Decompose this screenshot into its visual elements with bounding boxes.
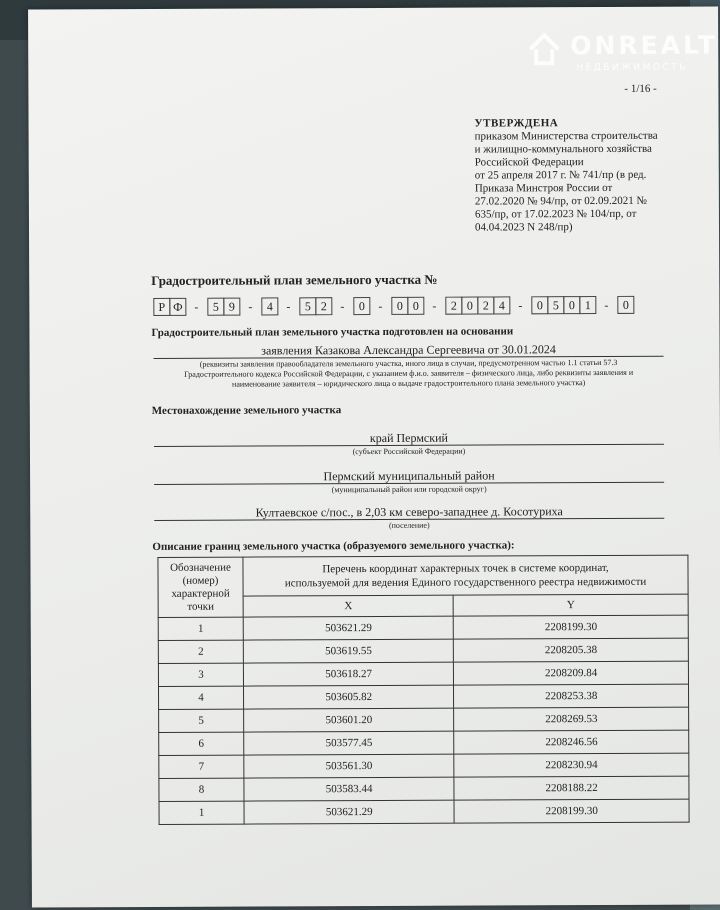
plan-number-digit: 4 [493, 296, 510, 314]
table-row [158, 684, 688, 709]
point-number: 5 [159, 709, 244, 732]
column-header-line: Перечень координат характерных точек в системе координат, [322, 561, 609, 576]
basis-heading: Градостроительный план земельного участка подготовлен на основании [151, 325, 514, 339]
coordinate-x: 503618.27 [243, 662, 453, 686]
coordinate-x: 503619.55 [243, 639, 453, 663]
basis-value: заявления Казакова Александра Сергеевича от 30.01.2024 [154, 342, 664, 359]
coordinate-x: 503577.45 [244, 731, 454, 755]
location-heading: Местонахождение земельного участка [151, 404, 342, 417]
table-row [158, 615, 688, 640]
coordinate-y: 2208199.30 [454, 615, 689, 639]
point-number: 7 [159, 755, 244, 778]
point-number: 1 [158, 617, 243, 640]
plan-number-digit: 2 [315, 297, 332, 315]
approval-line: и жилищно-коммунального хозяйства [474, 142, 652, 156]
coordinate-x: 503601.20 [244, 708, 454, 732]
plan-number-digit: 2 [477, 296, 494, 314]
plan-number-separator: - [286, 298, 291, 313]
plan-number-digit: 5 [547, 296, 564, 314]
coordinate-y: 2208199.30 [454, 799, 689, 823]
watermark-subtitle: НЕДВИЖИМОСТЬ [576, 62, 688, 74]
approval-title: УТВЕРЖДЕНА [474, 117, 559, 130]
caption-line: (реквизиты заявления правообладателя земельного участка, иного лица в случаи, предусмотренном частью 1.1 статьи 57.3 [199, 357, 618, 369]
plan-number-digit: Ф [169, 298, 186, 316]
coordinate-y: 2208246.56 [454, 730, 689, 754]
coordinate-x: 503583.44 [244, 777, 454, 801]
column-header-x: X [243, 595, 453, 617]
point-number: 8 [159, 778, 244, 801]
column-header-y: Y [453, 594, 688, 616]
plan-number-digit: Р [153, 298, 170, 316]
plan-number-separator: - [248, 299, 253, 314]
plan-number-digit: 0 [407, 297, 424, 315]
approval-block [475, 117, 676, 235]
plan-number-digit: 0 [531, 296, 548, 314]
boundaries-heading: Описание границ земельного участка (образуемого земельного участка): [152, 539, 515, 553]
approval-line: Российской Федерации [474, 156, 584, 169]
table-row [159, 707, 689, 732]
plan-number-separator: - [432, 298, 437, 313]
table-row [158, 638, 688, 663]
plan-number-digit: 2 [445, 297, 462, 315]
plan-number-digit: 4 [261, 297, 278, 315]
table-row [158, 661, 688, 686]
document-page [28, 6, 720, 907]
point-number: 3 [158, 663, 243, 686]
location-district-caption: (муниципальный район или городской округ) [331, 484, 487, 495]
watermark-brand: ONREALT [570, 30, 718, 61]
column-header-designation: Обозначение (номер) характерной точки [158, 557, 243, 617]
coordinate-y: 2208269.53 [454, 707, 689, 731]
caption-line: наименование заявителя – юридического лица о выдаче градостроительного плана земельного участка) [232, 378, 586, 389]
plan-number-separator: - [340, 298, 345, 313]
point-number: 1 [159, 801, 244, 824]
location-subject: край Пермский [154, 430, 664, 447]
plan-number-separator: - [194, 299, 199, 314]
approval-line: приказом Министерства строительства [474, 129, 658, 143]
approval-line: 04.04.2023 N 248/пр) [474, 221, 573, 234]
coordinates-table [157, 555, 689, 825]
watermark [526, 28, 720, 79]
coordinate-y: 2208188.22 [454, 776, 689, 800]
coordinate-y: 2208209.84 [454, 661, 689, 685]
table-row [159, 730, 689, 755]
location-settlement: Култаевское с/пос., в 2,03 км северо-западнее д. Косотуриха [154, 504, 664, 521]
location-settlement-caption: (поселение) [388, 520, 430, 530]
table-row [159, 753, 689, 778]
point-number: 2 [158, 640, 243, 663]
point-number: 6 [159, 732, 244, 755]
plan-number-digit: 5 [299, 297, 316, 315]
point-number: 4 [158, 686, 243, 709]
plan-number-digit: 1 [579, 296, 596, 314]
approval-line: 27.02.2020 № 94/пр, от 02.09.2021 № [474, 194, 648, 208]
plan-number-separator: - [518, 297, 523, 312]
plan-number-separator: - [378, 298, 383, 313]
plan-number-digit: 0 [391, 297, 408, 315]
table-row [159, 799, 689, 824]
document-title: Градостроительный план земельного участка № [151, 271, 438, 288]
plan-number-digit: 0 [563, 296, 580, 314]
location-district: Пермский муниципальный район [154, 468, 664, 485]
location-subject-caption: (субъект Российской Федерации) [352, 446, 466, 457]
basis-caption [154, 358, 664, 390]
plan-number-digit: 0 [353, 297, 370, 315]
plan-number-separator: - [604, 297, 609, 312]
page-number: - 1/16 - [624, 82, 657, 95]
plan-number-digit: 0 [617, 296, 634, 314]
coordinate-x: 503605.82 [243, 685, 453, 709]
house-logo-icon [526, 29, 562, 69]
plan-number-digit: 0 [461, 297, 478, 315]
coordinate-x: 503561.30 [244, 754, 454, 778]
plan-number-digit: 9 [223, 298, 240, 316]
approval-line: от 25 апреля 2017 г. № 741/пр (в ред. [474, 168, 647, 182]
plan-number-boxes [153, 296, 633, 316]
coordinate-x: 503621.29 [243, 616, 453, 640]
coordinate-y: 2208205.38 [454, 638, 689, 662]
caption-line: Градостроительного кодекса Российской Федерации, с указанием ф.и.о. заявителя – физического лица, либо реквизиты заявления и [184, 367, 634, 379]
plan-number-digit: 5 [207, 298, 224, 316]
table-row [159, 776, 689, 801]
column-header-line: используемой для ведения Единого государственного реестра недвижимости [284, 575, 647, 590]
coordinate-y: 2208253.38 [454, 684, 689, 708]
coordinate-x: 503621.29 [244, 800, 454, 824]
column-header-coordinate-list [243, 555, 688, 596]
approval-line: 635/пр, от 17.02.2023 № 104/пр, от [474, 207, 637, 221]
coordinate-y: 2208230.94 [454, 753, 689, 777]
approval-line: Приказа Минстроя России от [474, 181, 613, 195]
